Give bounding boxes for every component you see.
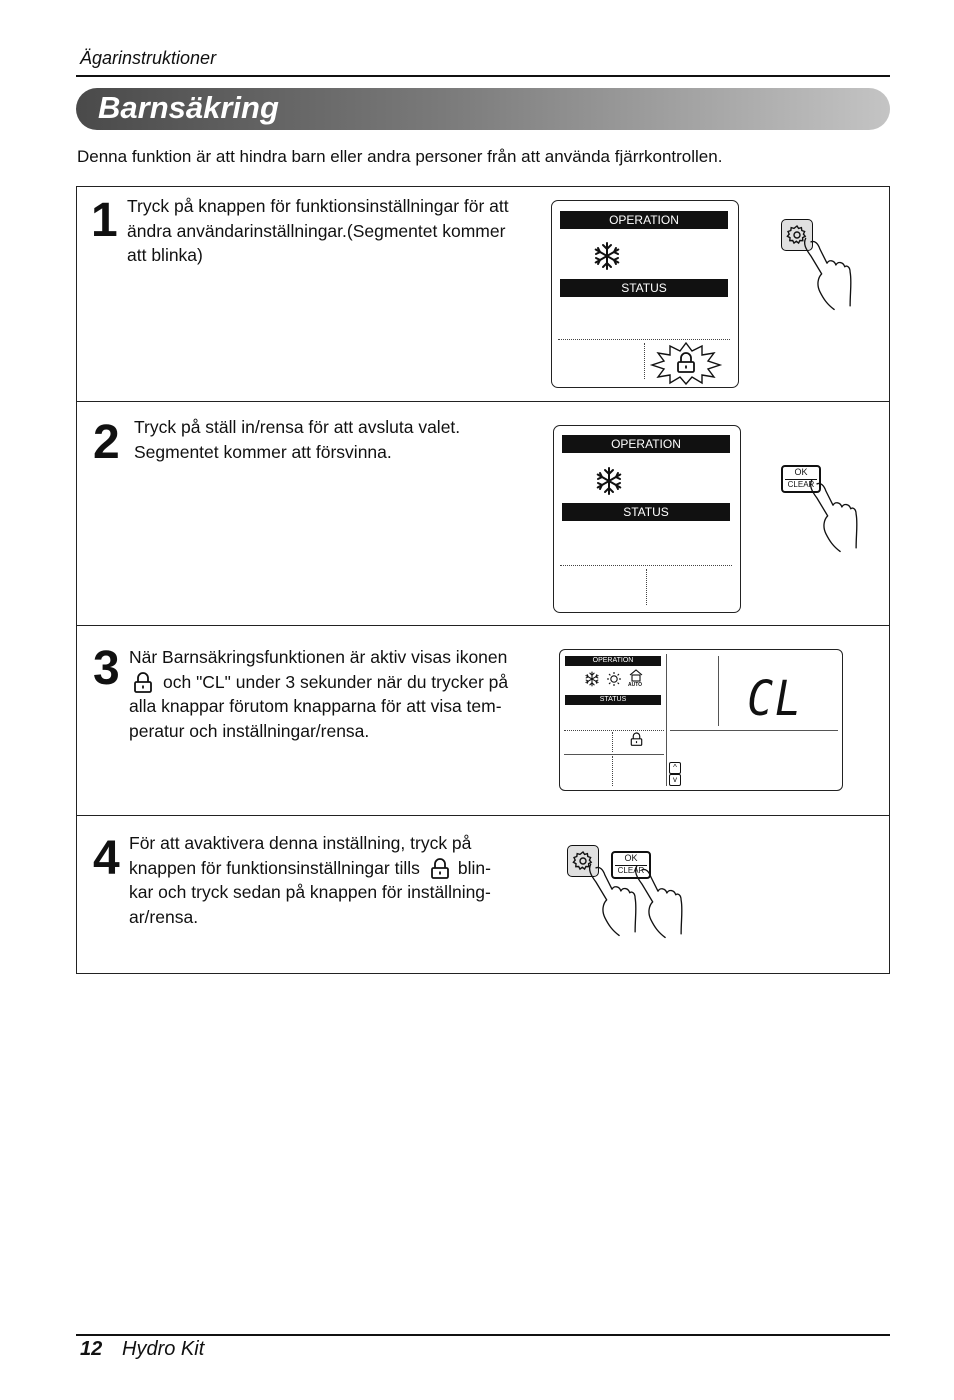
step-number: 4 [93,832,120,885]
ok-label: OK [624,853,638,863]
step-text [129,831,491,929]
step-text [134,415,460,464]
step-text-line: Tryck på ställ in/rensa för att avsluta valet. [134,417,461,437]
step-text-line: att blinka) [127,245,203,265]
lock-icon [630,732,643,747]
operation-label: OPERATION [565,656,661,666]
step-text-line: När Barnsäkringsfunktionen är aktiv visas ikonen [129,647,508,667]
step-text-line: peratur och inställningar/rensa. [129,720,370,741]
ok-label: OK [794,467,808,477]
step-1 [77,187,889,402]
lock-icon [133,672,153,694]
step-text-line: För att avaktivera denna inställning, tryck på [129,833,472,853]
snowflake-icon [584,671,600,687]
operation-label: OPERATION [562,435,730,453]
step-text-line: ar/rensa. [129,906,199,927]
header-rule [76,75,890,77]
snowflake-icon [594,466,624,496]
step-text-fragment: och "CL" under 3 sekunder när du trycker på [163,671,509,692]
step-text-line-with-icon [129,670,508,695]
footer-product: Hydro Kit [122,1338,205,1360]
step-text-line: Segmentet kommer att försvinna. [134,441,392,462]
step-text-line: ändra användarinställningar.(Segmentet kommer [127,220,506,241]
lcd-divider-vertical [612,732,613,752]
step-2 [77,401,889,626]
steps-table [76,186,890,974]
step-4 [77,815,889,973]
step-number: 2 [93,416,120,469]
lcd-divider-vertical [666,654,667,786]
step-text-line-with-icon [129,856,491,881]
page-number: 12 [80,1338,103,1360]
lcd-divider-vertical [646,569,647,605]
clear-label: CLEAR [785,479,817,490]
status-label: STATUS [565,695,661,705]
lcd-divider [564,730,664,731]
step-3 [77,625,889,816]
step-number: 1 [91,194,118,247]
lock-icon [430,858,450,880]
lcd-divider [560,565,732,566]
page-title: Barnsäkring [98,90,279,125]
lcd-display [551,200,739,388]
status-label: STATUS [560,279,728,297]
step-text [127,194,509,268]
operation-label: OPERATION [560,211,728,229]
snowflake-icon [592,241,622,271]
sun-icon [606,671,622,687]
step-text [129,645,508,743]
scroll-down-icon: v [669,774,681,786]
step-text-line: Tryck på knappen för funktionsinställningar för att [127,196,509,216]
clear-label: CLEAR [615,865,647,876]
auto-label: AUTO [628,682,643,688]
status-label: STATUS [562,503,730,521]
lcd-display-full [559,649,843,791]
step-number: 3 [93,642,120,695]
hand-press-icon [803,475,863,555]
lcd-divider-vertical [718,656,719,726]
scroll-up-icon: ^ [669,762,681,774]
lcd-divider [670,730,838,731]
step-text-fragment: knappen för funktionsinställningar tills [129,857,420,878]
blinking-lock-icon [648,341,724,385]
step-text-fragment: blin- [457,857,491,878]
title-banner [76,88,890,130]
lcd-divider [558,339,730,340]
lcd-divider-vertical [612,756,613,786]
header-section-title: Ägarinstruktioner [80,48,217,68]
cl-readout: CL [747,671,803,727]
hand-press-icon [629,861,687,941]
intro-text: Denna funktion är att hindra barn eller andra personer från att använda fjärrkontrollen. [77,147,723,166]
step-text-line: kar och tryck sedan på knappen för inställning- [129,882,491,902]
footer-rule [76,1334,890,1336]
step-text-line: alla knappar förutom knapparna för att visa tem- [129,696,502,716]
auto-house-icon [628,669,644,682]
lcd-divider [564,754,664,755]
lcd-display [553,425,741,613]
hand-press-icon [797,233,857,313]
lcd-divider-vertical [644,343,645,379]
